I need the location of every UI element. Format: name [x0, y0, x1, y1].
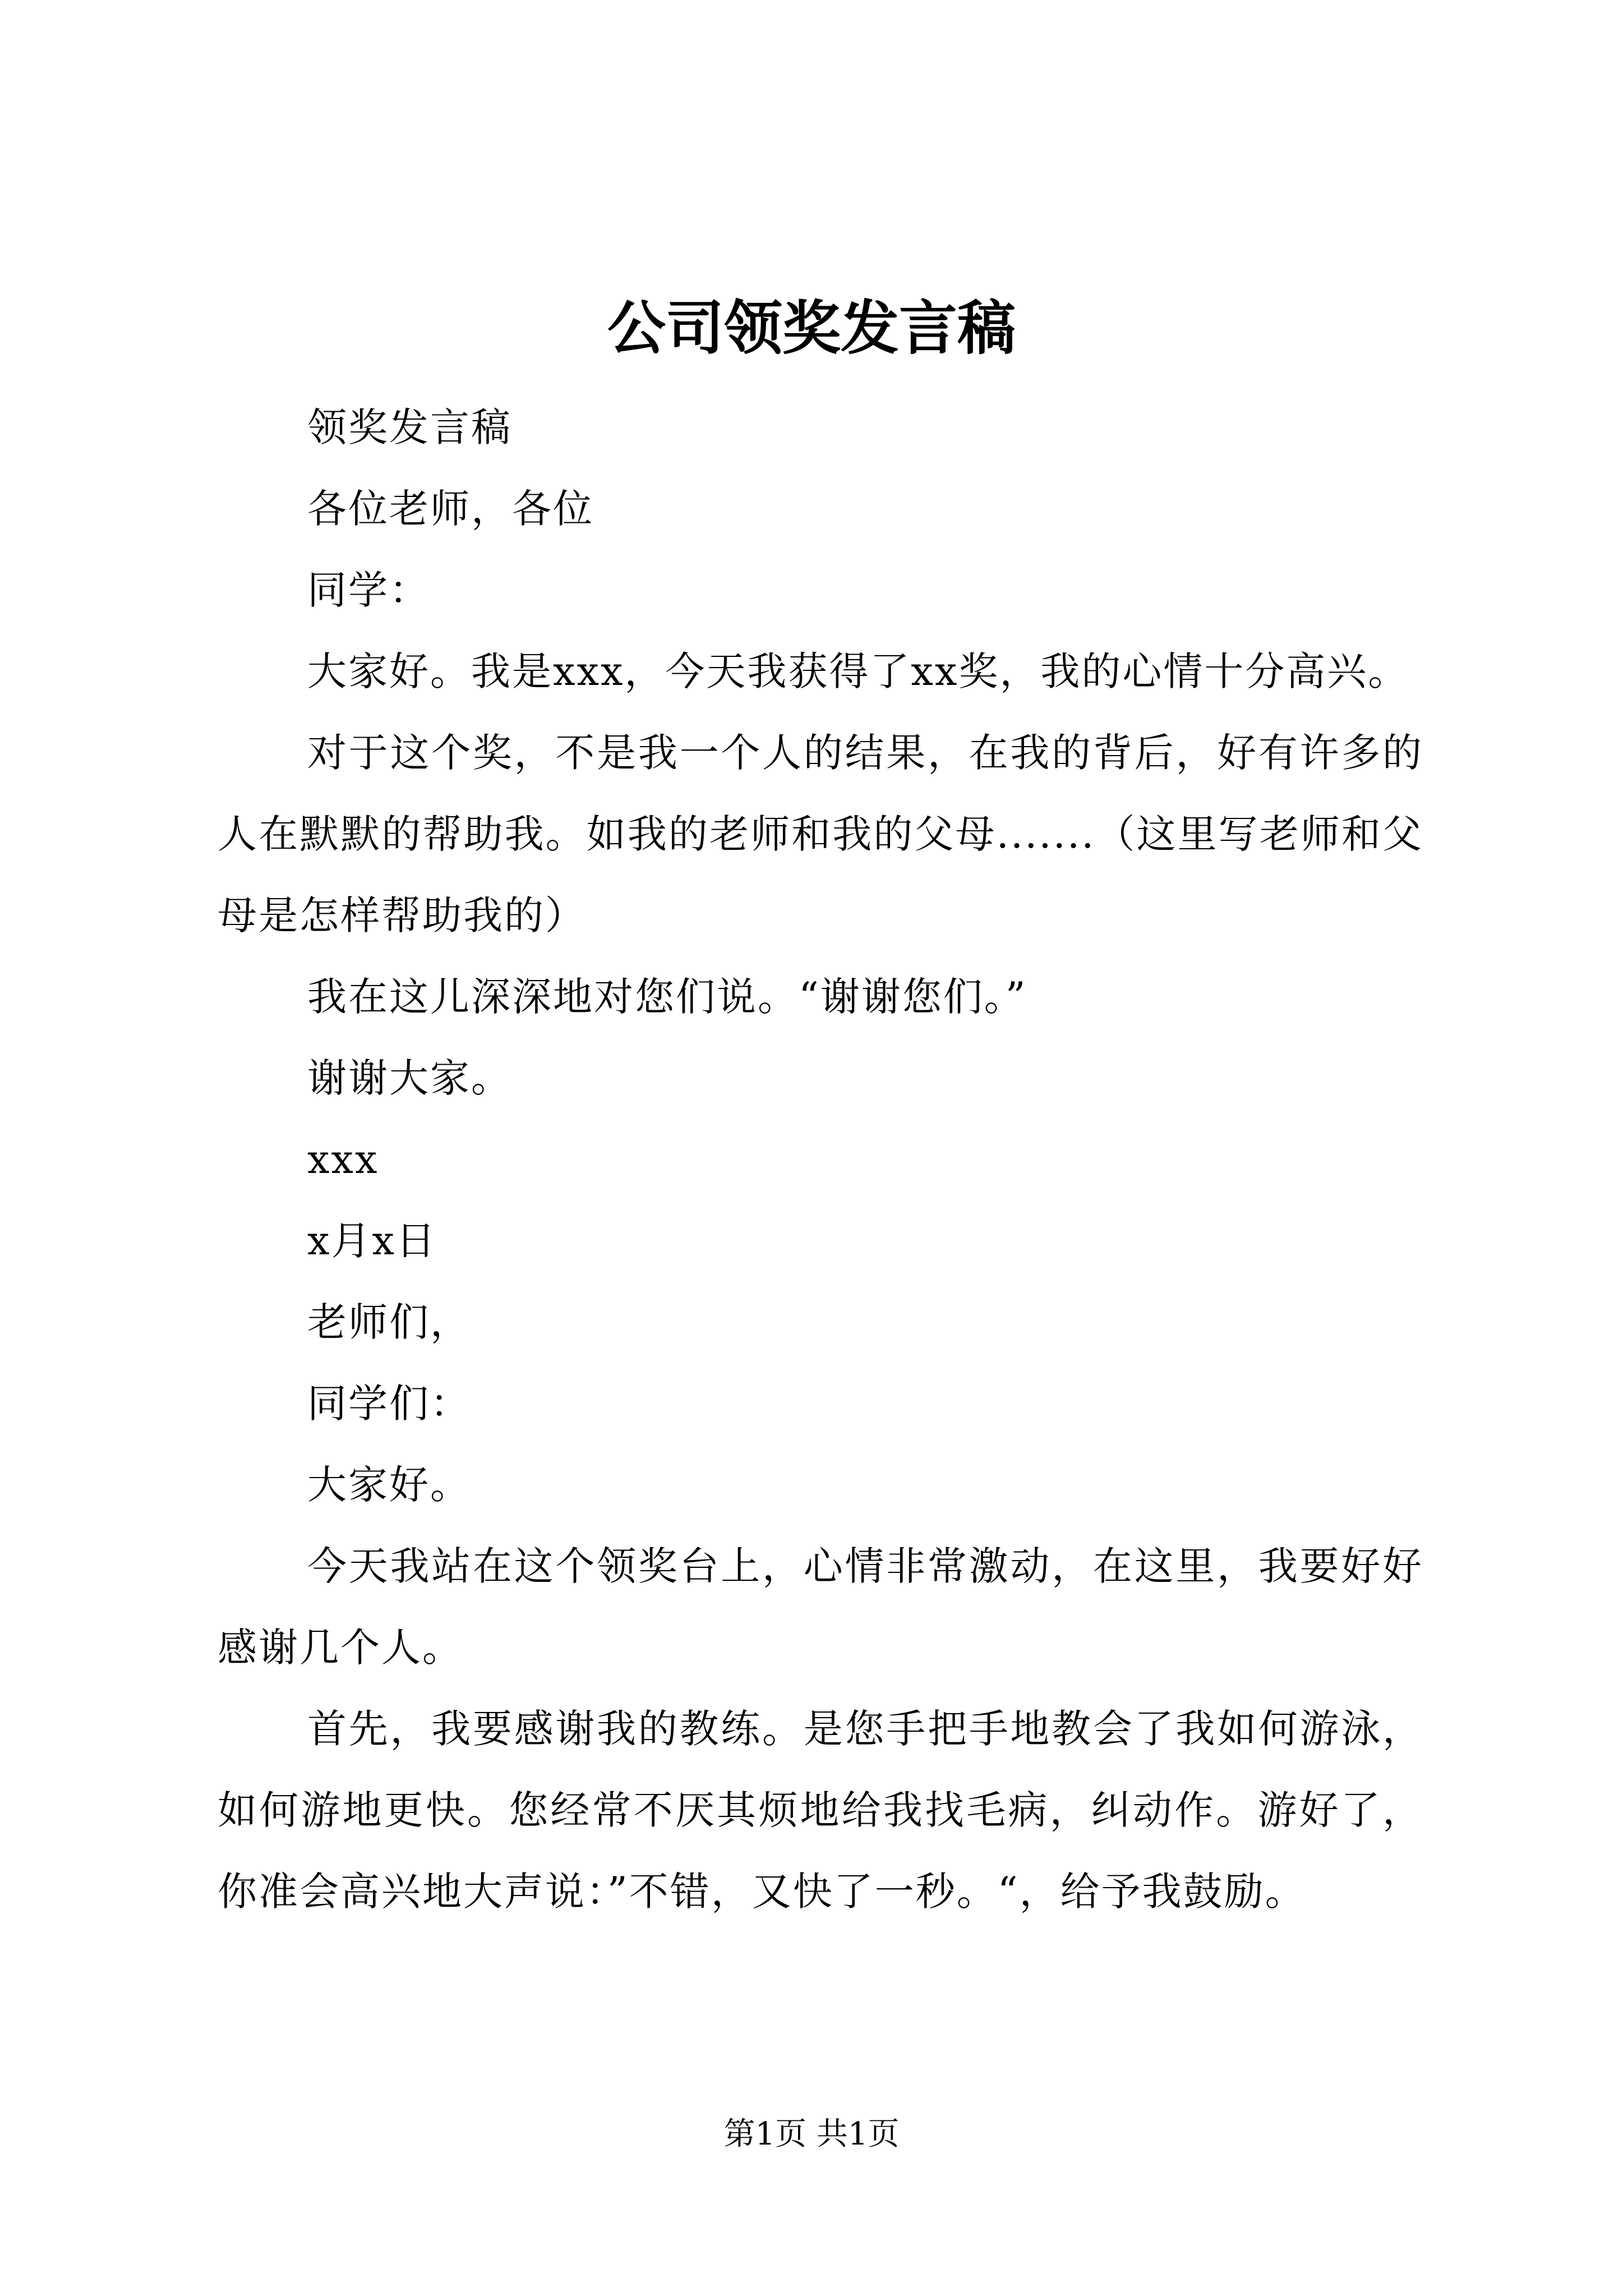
document-title: 公司领奖发言稿	[607, 293, 1016, 362]
page-number-footer: 第1页 共1页	[723, 2116, 900, 2152]
paragraph: 老师们，	[307, 1299, 471, 1345]
paragraph: x月x日	[307, 1218, 437, 1264]
paragraph: 今天我站在这个领奖台上，心情非常激动，在这里，我要好好感谢几个人。	[218, 1543, 1423, 1671]
paragraph: 大家好。我是xxx，今天我获得了xx奖，我的心情十分高兴。	[307, 648, 1409, 694]
paragraph: 大家好。	[307, 1462, 471, 1508]
paragraph: 对于这个奖，不是我一个人的结果，在我的背后，好有许多的人在默默的帮助我。如我的老师和我的父母.......（这里写老师和父母是怎样帮助我的）	[218, 730, 1423, 938]
paragraph: 我在这儿深深地对您们说。“谢谢您们。”	[307, 974, 1027, 1020]
paragraph: 首先，我要感谢我的教练。是您手把手地教会了我如何游泳，如何游地更快。您经常不厌其烦地给我找毛病，纠动作。游好了，你准会高兴地大声说：”不错，又快了一秒。“，给予我鼓励。	[218, 1706, 1423, 1915]
paragraph: 同学们：	[307, 1381, 471, 1427]
paragraph: 各位老师，各位	[307, 486, 594, 532]
paragraph: 同学：	[307, 567, 430, 613]
paragraph: xxx	[307, 1137, 379, 1182]
document-body	[218, 387, 1423, 1932]
paragraph: 谢谢大家。	[307, 1055, 512, 1101]
paragraph: 领奖发言稿	[307, 404, 512, 450]
